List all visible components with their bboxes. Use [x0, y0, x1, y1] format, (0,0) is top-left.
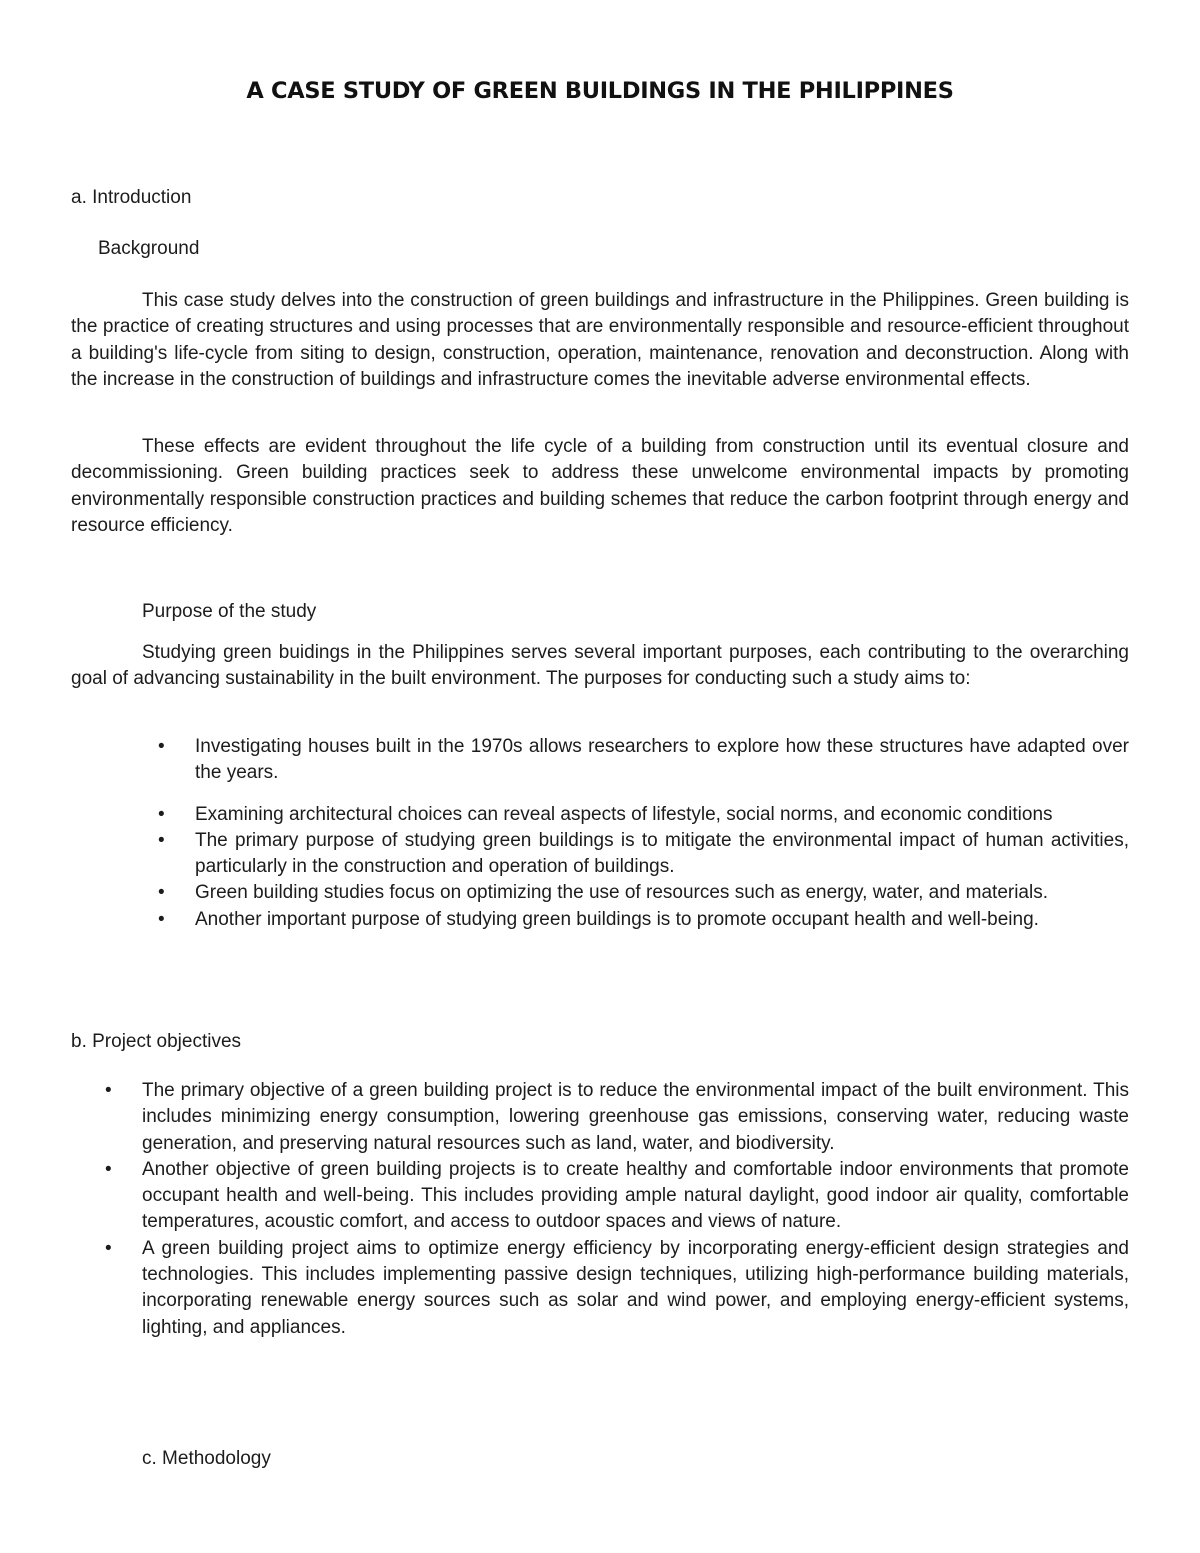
list-item — [158, 802, 1129, 828]
list-item-text: The primary objective of a green building project is to reduce the environmental impact of the built environment. This includes minimizing energy consumption, lowering greenhouse gas emissions, conserving water, reducing waste generation, and preserving natural resources such as land, water, and biodiversity. — [142, 1080, 1129, 1154]
section-a-heading: a. Introduction — [71, 187, 192, 208]
purpose-heading: Purpose of the study — [142, 601, 317, 622]
list-item-text: The primary purpose of studying green buildings is to mitigate the environmental impact of human activities, particularly in the construction and operation of buildings. — [195, 829, 1129, 878]
background-paragraph-1 — [71, 288, 1129, 393]
bullet-icon: • — [158, 736, 165, 757]
list-item — [158, 907, 1129, 933]
purpose-list — [158, 734, 1129, 933]
bullet-icon: • — [158, 908, 165, 930]
background-paragraph-2 — [71, 434, 1129, 539]
list-item-text: Green building studies focus on optimizing the use of resources such as energy, water, and materials. — [195, 882, 1048, 904]
list-item — [105, 1236, 1129, 1341]
background-heading: Background — [98, 238, 200, 259]
list-item-text: Examining architectural choices can reveal aspects of lifestyle, social norms, and economic conditions — [195, 803, 1053, 825]
background-paragraph-1-text: This case study delves into the construction of green buildings and infrastructure in the Philippines. Green building is the practice of creating structures and using processes that are environmentally responsible and resource-efficient throughout a building's life-cycle from siting to design, construction, operation, maintenance, renovation and deconstruction. Along with the increase in the construction of buildings and infrastructure comes the inevitable adverse environmental effects. — [71, 290, 1129, 390]
background-paragraph-2-text: These effects are evident throughout the life cycle of a building from construction until its eventual closure and decommissioning. Green building practices seek to address these unwelcome environmental impacts by promoting environmentally responsible construction practices and building schemes that reduce the carbon footprint through energy and resource efficiency. — [71, 436, 1129, 536]
list-item-text: Investigating houses built in the 1970s allows researchers to explore how these structures have adapted over the years. — [195, 736, 1129, 784]
purpose-paragraph-text: Studying green buidings in the Philippines serves several important purposes, each contributing to the overarching goal of advancing sustainability in the built environment. The purposes for conducting such a study aims to: — [71, 642, 1129, 690]
section-c-heading: c. Methodology — [142, 1448, 271, 1469]
objectives-list — [105, 1078, 1129, 1341]
bullet-icon: • — [158, 803, 165, 825]
list-item — [105, 1078, 1129, 1157]
purpose-paragraph — [71, 640, 1129, 693]
list-item-text: A green building project aims to optimize energy efficiency by incorporating energy-efficient design strategies and technologies. This includes implementing passive design techniques, utilizing high-performance building materials, incorporating renewable energy sources such as solar and wind power, and employing energy-efficient systems, lighting, and appliances. — [142, 1237, 1129, 1338]
bullet-icon: • — [158, 882, 165, 904]
bullet-icon: • — [105, 1080, 112, 1101]
list-item-text: Another important purpose of studying green buildings is to promote occupant health and well-being. — [195, 908, 1039, 930]
list-item — [158, 734, 1129, 787]
list-item-text: Another objective of green building projects is to create healthy and comfortable indoor environments that promote occupant health and well-being. This includes providing ample natural daylight, good indoor air quality, comfortable temperatures, acoustic comfort, and access to outdoor spaces and views of nature. — [142, 1158, 1129, 1233]
bullet-icon: • — [158, 829, 165, 851]
list-item — [158, 880, 1129, 906]
bullet-icon: • — [105, 1237, 112, 1259]
section-b-heading: b. Project objectives — [71, 1031, 242, 1052]
list-item — [105, 1157, 1129, 1236]
document-title: A CASE STUDY OF GREEN BUILDINGS IN THE PHILIPPINES — [246, 78, 954, 104]
list-item — [158, 828, 1129, 881]
bullet-icon: • — [105, 1158, 112, 1180]
